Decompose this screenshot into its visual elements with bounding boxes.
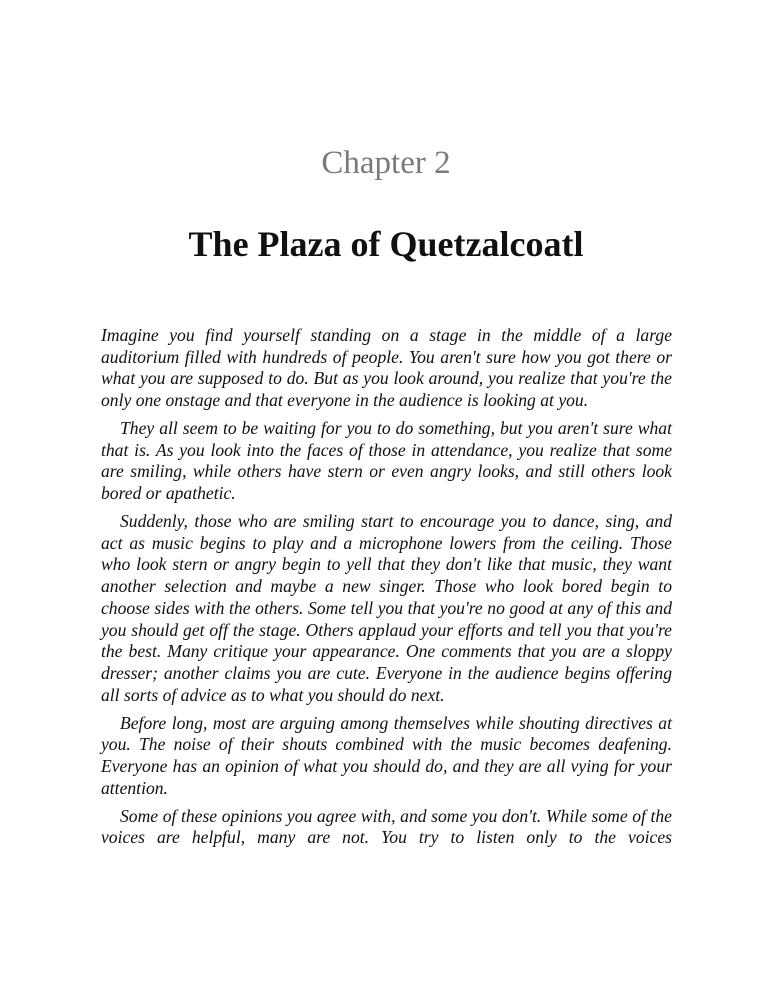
chapter-body <box>101 325 672 855</box>
paragraph-5: Some of these opinions you agree with, and some you don't. While some of the voices are helpful, many are not. You try to listen only to the voices <box>101 805 672 848</box>
paragraph-3: Suddenly, those who are smiling start to encourage you to dance, sing, and act as music begins to play and a microphone lowers from the ceiling. Those who look stern or angry begin to yell that they don't like that music, they want another selection and maybe a new singer. Those who look bored begin to choose sides with the others. Some tell you that you're no good at any of this and you should get off the stage. Others applaud your efforts and tell you that you're the best. Many critique your appearance. One comments that you are a sloppy dresser; another claims you are cute. Everyone in the audience begins offering all sorts of advice as to what you should do next. <box>101 511 672 705</box>
paragraph-2: They all seem to be waiting for you to do something, but you aren't sure what that is. As you look into the faces of those in attendance, you realize that some are smiling, while others have stern or even angry looks, and still others look bored or apathetic. <box>101 418 672 504</box>
chapter-title: The Plaza of Quetzalcoatl <box>188 224 584 264</box>
chapter-number: Chapter 2 <box>321 145 451 181</box>
paragraph-4: Before long, most are arguing among themselves while shouting directives at you. The noise of their shouts combined with the music becomes deafening. Everyone has an opinion of what you should do, and they are all vying for your attention. <box>101 712 672 798</box>
paragraph-1: Imagine you find yourself standing on a stage in the middle of a large auditorium filled with hundreds of people. You aren't sure how you got there or what you are supposed to do. But as you look around, you realize that you're the only one onstage and that everyone in the audience is looking at you. <box>101 325 672 411</box>
